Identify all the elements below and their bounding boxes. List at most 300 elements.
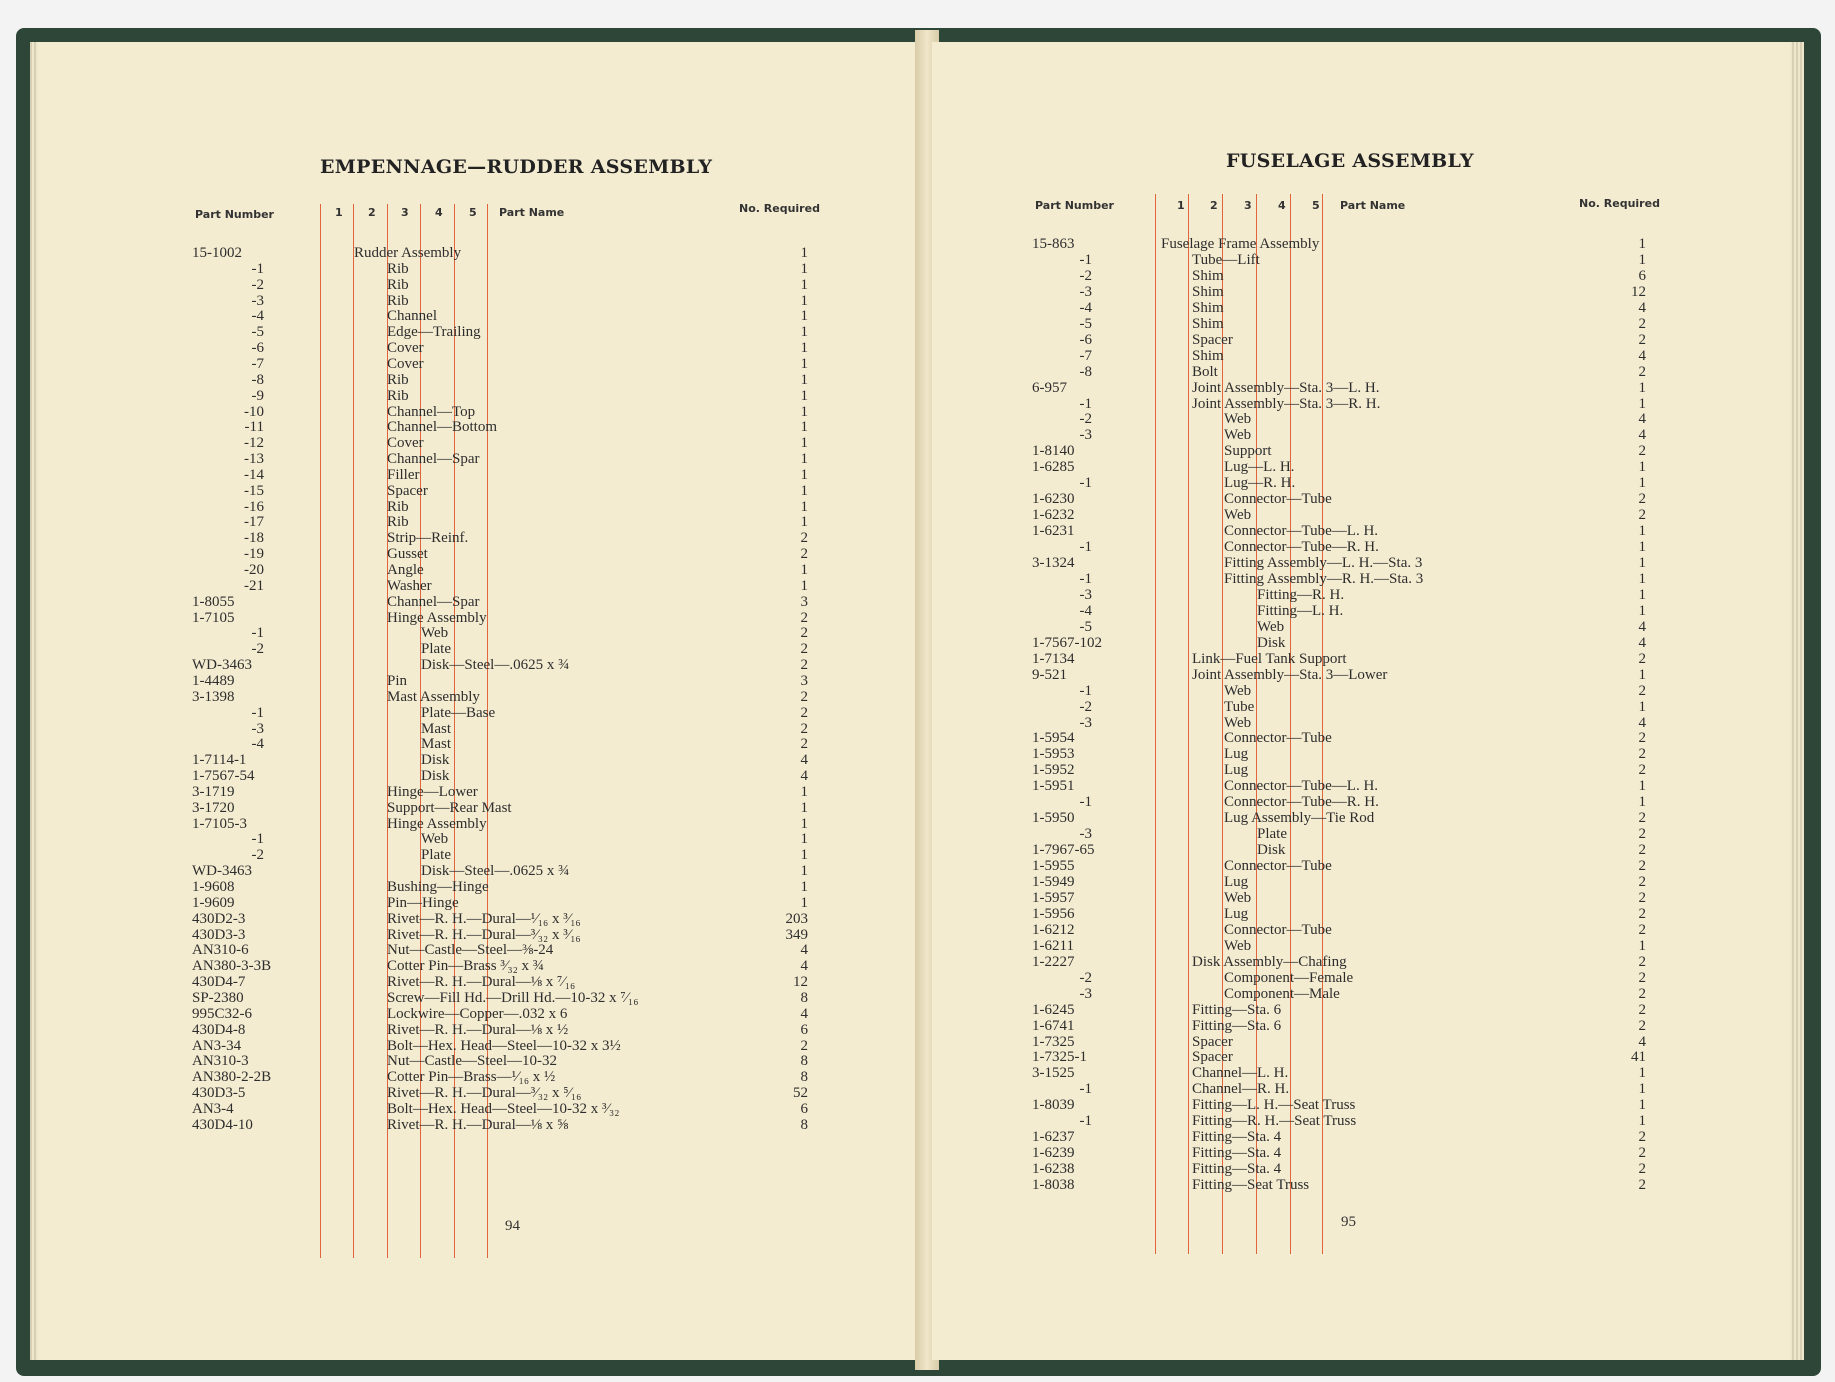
quantity-required: 1	[800, 498, 808, 515]
part-number: -2	[251, 847, 264, 864]
quantity-required: 12	[793, 974, 808, 991]
part-name: Web	[421, 831, 449, 848]
header-part-name: Part Name	[499, 206, 565, 219]
header-col-4: 4	[1278, 199, 1286, 212]
parts-row	[932, 986, 1790, 1002]
part-name: Rib	[387, 260, 409, 277]
part-name: Gusset	[387, 546, 428, 563]
part-number: 430D4-8	[192, 1021, 246, 1038]
part-number: 1-6231	[1032, 523, 1075, 540]
quantity-required: 2	[1638, 746, 1646, 763]
quantity-required: 2	[1638, 1001, 1646, 1018]
part-name: Channel—L. H.	[1192, 1065, 1289, 1082]
parts-row	[932, 1065, 1790, 1081]
quantity-required: 8	[800, 1053, 808, 1070]
quantity-required: 2	[1638, 1161, 1646, 1178]
parts-row	[38, 657, 935, 673]
part-name: Lug—L. H.	[1224, 459, 1295, 476]
part-name: Disk—Steel—.0625 x ¾	[421, 657, 570, 674]
quantity-required: 4	[1638, 1033, 1646, 1050]
part-name: Component—Male	[1224, 985, 1340, 1002]
quantity-required: 349	[785, 926, 808, 943]
part-name: Rudder Assembly	[354, 245, 462, 261]
parts-row	[932, 715, 1790, 731]
parts-row	[932, 284, 1790, 300]
part-name: Pin—Hinge	[387, 894, 459, 911]
part-number: 1-8038	[1032, 1177, 1075, 1194]
part-name: Connector—Tube—L. H.	[1224, 523, 1379, 540]
parts-row	[38, 958, 935, 974]
part-name: Lug	[1224, 905, 1249, 922]
part-number: -1	[1079, 570, 1092, 587]
quantity-required: 2	[800, 641, 808, 658]
parts-row	[932, 571, 1790, 587]
part-name: Web	[1224, 682, 1252, 699]
quantity-required: 1	[1638, 379, 1646, 396]
part-number: -4	[1079, 602, 1092, 619]
quantity-required: 8	[800, 1069, 808, 1086]
part-number: 1-7325-1	[1032, 1049, 1087, 1066]
quantity-required: 1	[1638, 236, 1646, 252]
parts-row	[38, 641, 935, 657]
part-name: Cotter Pin—Brass—¹⁄₁₆ x ½	[387, 1069, 556, 1086]
parts-row	[932, 268, 1790, 284]
parts-row	[932, 1113, 1790, 1129]
parts-row	[38, 499, 935, 515]
part-number: 9-521	[1032, 666, 1067, 683]
quantity-required: 1	[800, 371, 808, 388]
quantity-required: 2	[1638, 842, 1646, 859]
part-number: 1-5950	[1032, 810, 1075, 827]
part-number: 1-6230	[1032, 491, 1075, 508]
part-number: -9	[251, 387, 264, 404]
part-name: Fitting—Sta. 4	[1192, 1161, 1282, 1178]
part-number: -3	[251, 720, 264, 737]
parts-row	[932, 1161, 1790, 1177]
part-number: 1-5953	[1032, 746, 1075, 763]
part-number: -3	[1079, 427, 1092, 444]
parts-row	[932, 523, 1790, 539]
quantity-required: 1	[800, 435, 808, 452]
part-number: 1-5949	[1032, 874, 1075, 890]
part-name: Lockwire—Copper—.032 x 6	[387, 1005, 568, 1022]
parts-row	[932, 667, 1790, 683]
quantity-required: 2	[800, 704, 808, 721]
header-part-number: Part Number	[1035, 199, 1114, 212]
part-name: Cotter Pin—Brass ³⁄₃₂ x ¾	[387, 958, 545, 975]
parts-row	[932, 443, 1790, 459]
quantity-required: 4	[1638, 714, 1646, 731]
part-name: Hinge Assembly	[387, 609, 487, 626]
quantity-required: 4	[800, 958, 808, 975]
part-number: -3	[1079, 283, 1092, 300]
part-number: -3	[1079, 826, 1092, 843]
parts-row	[38, 435, 935, 451]
part-number: AN3-34	[192, 1037, 242, 1054]
part-name: Rivet—R. H.—Dural—³⁄₃₂ x ⁵⁄₁₆	[387, 1085, 582, 1102]
parts-row	[932, 1018, 1790, 1034]
parts-row	[932, 635, 1790, 651]
part-number: -19	[244, 546, 264, 563]
parts-row	[38, 752, 935, 768]
quantity-required: 2	[800, 688, 808, 705]
parts-row	[38, 546, 935, 562]
part-number: -10	[244, 403, 264, 420]
part-number: 1-7134	[1032, 650, 1075, 667]
part-name: Disk	[1257, 842, 1286, 859]
parts-row	[38, 911, 935, 927]
quantity-required: 1	[800, 466, 808, 483]
part-number: 1-7105-3	[192, 815, 247, 832]
parts-row	[38, 673, 935, 689]
part-name: Shim	[1192, 299, 1224, 316]
parts-row	[932, 1177, 1790, 1193]
parts-row	[38, 1038, 935, 1054]
part-name: Rib	[387, 371, 409, 388]
part-name: Plate	[421, 847, 451, 864]
part-number: 1-9608	[192, 879, 235, 895]
part-name: Lug	[1224, 746, 1249, 763]
part-number: 3-1525	[1032, 1065, 1075, 1082]
quantity-required: 1	[1638, 395, 1646, 412]
parts-row	[932, 396, 1790, 412]
parts-row	[932, 348, 1790, 364]
part-number: -1	[251, 260, 264, 277]
part-name: Fitting—L. H.	[1257, 602, 1344, 619]
part-number: -5	[251, 324, 264, 341]
parts-row	[38, 1069, 935, 1085]
parts-row	[38, 514, 935, 530]
part-name: Component—Female	[1224, 969, 1354, 986]
part-number: -12	[244, 435, 264, 452]
quantity-required: 2	[1638, 331, 1646, 348]
parts-row	[38, 800, 935, 816]
part-number: AN3-4	[192, 1100, 234, 1117]
part-number: 1-4489	[192, 672, 235, 689]
part-name: Spacer	[387, 482, 428, 499]
part-number: 1-6237	[1032, 1129, 1075, 1146]
parts-row	[932, 427, 1790, 443]
part-name: Disk—Steel—.0625 x ¾	[421, 863, 570, 880]
part-name: Disk	[421, 752, 450, 769]
quantity-required: 2	[800, 609, 808, 626]
parts-row	[38, 831, 935, 847]
quantity-required: 1	[800, 863, 808, 880]
quantity-required: 52	[793, 1085, 808, 1102]
part-number: AN380-3-3B	[192, 958, 272, 975]
part-number: -3	[1079, 985, 1092, 1002]
parts-row	[38, 245, 935, 261]
part-name: Joint Assembly—Sta. 3—Lower	[1192, 666, 1388, 683]
part-name: Rivet—R. H.—Dural—³⁄₃₂ x ³⁄₁₆	[387, 926, 581, 943]
part-number: 1-6212	[1032, 921, 1075, 938]
parts-row	[38, 768, 935, 784]
parts-row	[932, 380, 1790, 396]
quantity-required: 1	[1638, 937, 1646, 954]
parts-row	[932, 858, 1790, 874]
part-number: 1-8140	[1032, 443, 1075, 460]
quantity-required: 1	[1638, 555, 1646, 571]
quantity-required: 2	[1638, 491, 1646, 508]
part-number: 6-957	[1032, 379, 1067, 396]
part-number: -2	[1079, 969, 1092, 986]
quantity-required: 2	[800, 625, 808, 642]
part-name: Fitting—Seat Truss	[1192, 1177, 1310, 1194]
part-name: Rib	[387, 276, 409, 293]
parts-row	[38, 594, 935, 610]
part-name: Link—Fuel Tank Support	[1192, 650, 1347, 667]
part-name: Spacer	[1192, 1033, 1233, 1050]
part-number: 1-7567-54	[192, 768, 255, 785]
part-number: 1-5951	[1032, 778, 1075, 795]
parts-row	[38, 530, 935, 546]
quantity-required: 1	[800, 292, 808, 309]
parts-row	[38, 847, 935, 863]
quantity-required: 1	[1638, 586, 1646, 603]
parts-row	[38, 863, 935, 879]
quantity-required: 2	[1638, 730, 1646, 747]
part-name: Spacer	[1192, 1049, 1233, 1066]
quantity-required: 2	[1638, 969, 1646, 986]
parts-row	[38, 895, 935, 911]
quantity-required: 4	[800, 1005, 808, 1022]
quantity-required: 2	[1638, 682, 1646, 699]
quantity-required: 1	[800, 894, 808, 911]
parts-row	[38, 1085, 935, 1101]
part-number: -21	[244, 577, 264, 594]
part-name: Rib	[387, 292, 409, 309]
quantity-required: 1	[800, 577, 808, 594]
part-number: -18	[244, 530, 264, 547]
part-number: 430D2-3	[192, 910, 246, 927]
quantity-required: 6	[800, 1021, 808, 1038]
quantity-required: 1	[800, 847, 808, 864]
header-col-4: 4	[435, 206, 443, 219]
parts-row	[38, 816, 935, 832]
parts-row	[38, 578, 935, 594]
part-name: Connector—Tube	[1224, 921, 1332, 938]
part-number: -3	[1079, 586, 1092, 603]
parts-row	[38, 927, 935, 943]
part-name: Web	[1224, 427, 1252, 444]
part-name: Bushing—Hinge	[387, 879, 489, 895]
part-name: Web	[1224, 889, 1252, 906]
part-name: Edge—Trailing	[387, 324, 481, 341]
part-name: Joint Assembly—Sta. 3—R. H.	[1192, 395, 1381, 412]
part-name: Fitting Assembly—R. H.—Sta. 3	[1224, 570, 1424, 587]
parts-row	[38, 610, 935, 626]
part-name: Connector—Tube	[1224, 491, 1332, 508]
quantity-required: 1	[1638, 666, 1646, 683]
parts-row	[932, 364, 1790, 380]
part-name: Rib	[387, 514, 409, 531]
part-name: Lug Assembly—Tie Rod	[1224, 810, 1375, 827]
quantity-required: 12	[1631, 283, 1646, 300]
part-name: Connector—Tube	[1224, 858, 1332, 875]
parts-row	[38, 562, 935, 578]
header-col-2: 2	[1210, 199, 1218, 212]
quantity-required: 1	[1638, 1081, 1646, 1098]
part-name: Connector—Tube—R. H.	[1224, 539, 1379, 556]
parts-row	[38, 736, 935, 752]
header-col-1: 1	[1177, 199, 1185, 212]
quantity-required: 2	[1638, 762, 1646, 779]
quantity-required: 1	[1638, 1097, 1646, 1114]
parts-row	[932, 1097, 1790, 1113]
part-name: Lug	[1224, 874, 1249, 890]
parts-row	[932, 970, 1790, 986]
part-name: Plate	[421, 641, 451, 658]
part-number: 1-6285	[1032, 459, 1075, 476]
part-number: -15	[244, 482, 264, 499]
parts-row	[38, 942, 935, 958]
parts-row	[38, 340, 935, 356]
quantity-required: 2	[1638, 858, 1646, 875]
quantity-required: 4	[1638, 411, 1646, 428]
part-number: -7	[1079, 347, 1092, 364]
quantity-required: 1	[800, 340, 808, 357]
parts-row	[932, 842, 1790, 858]
parts-row	[932, 938, 1790, 954]
parts-row	[38, 261, 935, 277]
quantity-required: 4	[1638, 299, 1646, 316]
part-name: Disk	[1257, 634, 1286, 651]
parts-row	[38, 625, 935, 641]
part-number: 1-7105	[192, 609, 235, 626]
part-name: Cover	[387, 435, 424, 452]
quantity-required: 6	[800, 1100, 808, 1117]
quantity-required: 1	[1638, 794, 1646, 811]
quantity-required: 2	[1638, 985, 1646, 1002]
part-name: Spacer	[1192, 331, 1233, 348]
parts-row	[932, 587, 1790, 603]
parts-row	[932, 539, 1790, 555]
parts-row	[38, 308, 935, 324]
part-name: Angle	[387, 562, 424, 578]
quantity-required: 1	[1638, 602, 1646, 619]
parts-row	[932, 1081, 1790, 1097]
part-number: 3-1720	[192, 799, 235, 816]
quantity-required: 6	[1638, 267, 1646, 284]
header-col-3: 3	[401, 206, 409, 219]
part-name: Disk Assembly—Chafing	[1192, 953, 1347, 970]
part-name: Mast Assembly	[387, 688, 480, 705]
part-name: Web	[1224, 937, 1252, 954]
part-name: Shim	[1192, 283, 1224, 300]
parts-row	[38, 721, 935, 737]
part-name: Plate	[1257, 826, 1287, 843]
quantity-required: 1	[800, 403, 808, 420]
part-name: Connector—Tube	[1224, 730, 1332, 747]
part-name: Channel—Top	[387, 403, 476, 420]
parts-row	[932, 507, 1790, 523]
part-name: Fitting—Sta. 6	[1192, 1001, 1282, 1018]
quantity-required: 1	[1638, 778, 1646, 795]
part-number: AN310-3	[192, 1053, 249, 1070]
quantity-required: 4	[1638, 347, 1646, 364]
parts-row	[932, 459, 1790, 475]
part-name: Channel—Bottom	[387, 419, 497, 436]
parts-row	[932, 603, 1790, 619]
part-number: 1-5957	[1032, 889, 1075, 906]
part-number: 3-1398	[192, 688, 235, 705]
part-name: Mast	[421, 736, 451, 753]
part-number: 15-863	[1032, 236, 1075, 252]
header-part-number: Part Number	[195, 208, 274, 221]
quantity-required: 1	[1638, 1113, 1646, 1130]
page-title: FUSELAGE ASSEMBLY	[1226, 150, 1474, 172]
quantity-required: 1	[1638, 459, 1646, 476]
part-name: Nut—Castle—Steel—10-32	[387, 1053, 557, 1070]
part-number: -1	[1079, 475, 1092, 492]
parts-row	[932, 906, 1790, 922]
quantity-required: 1	[800, 879, 808, 895]
quantity-required: 8	[800, 1116, 808, 1133]
part-name: Shim	[1192, 267, 1224, 284]
parts-row	[932, 874, 1790, 890]
part-name: Rib	[387, 387, 409, 404]
quantity-required: 2	[800, 530, 808, 547]
part-number: -7	[251, 355, 264, 372]
part-number: -5	[1079, 315, 1092, 332]
part-name: Web	[1224, 411, 1252, 428]
parts-row	[38, 372, 935, 388]
part-name: Lug—R. H.	[1224, 475, 1296, 492]
quantity-required: 2	[1638, 921, 1646, 938]
parts-row	[38, 451, 935, 467]
part-name: Fitting—Sta. 4	[1192, 1129, 1282, 1146]
part-number: -1	[1079, 1081, 1092, 1098]
part-name: Channel—R. H.	[1192, 1081, 1290, 1098]
part-number: 1-9609	[192, 894, 235, 911]
parts-row	[932, 555, 1790, 571]
quantity-required: 1	[800, 387, 808, 404]
quantity-required: 1	[1638, 1065, 1646, 1082]
quantity-required: 3	[800, 672, 808, 689]
part-name: Hinge—Lower	[387, 783, 478, 800]
quantity-required: 1	[800, 355, 808, 372]
quantity-required: 41	[1631, 1049, 1646, 1066]
part-number: -4	[251, 736, 264, 753]
part-number: SP-2380	[192, 989, 244, 1006]
quantity-required: 1	[800, 245, 808, 261]
page-title: EMPENNAGE—RUDDER ASSEMBLY	[320, 156, 713, 178]
quantity-required: 203	[785, 910, 808, 927]
header-col-5: 5	[469, 206, 477, 219]
quantity-required: 2	[1638, 889, 1646, 906]
parts-row	[38, 467, 935, 483]
part-number: 1-5956	[1032, 905, 1075, 922]
parts-row	[38, 879, 935, 895]
part-name: Tube	[1224, 698, 1255, 715]
part-number: -1	[1079, 251, 1092, 268]
part-number: -4	[251, 308, 264, 325]
part-name: Fuselage Frame Assembly	[1161, 236, 1320, 252]
quantity-required: 1	[800, 276, 808, 293]
part-number: 430D4-7	[192, 974, 246, 991]
part-number: 430D3-5	[192, 1085, 246, 1102]
parts-row	[932, 1049, 1790, 1065]
part-name: Tube—Lift	[1192, 251, 1260, 268]
part-number: WD-3463	[192, 657, 252, 674]
part-name: Strip—Reinf.	[387, 530, 469, 547]
quantity-required: 2	[1638, 826, 1646, 843]
part-name: Rivet—R. H.—Dural—⅛ x ⁷⁄₁₆	[387, 974, 576, 991]
parts-row	[38, 324, 935, 340]
parts-row	[38, 293, 935, 309]
quantity-required: 2	[1638, 363, 1646, 380]
quantity-required: 1	[800, 562, 808, 578]
